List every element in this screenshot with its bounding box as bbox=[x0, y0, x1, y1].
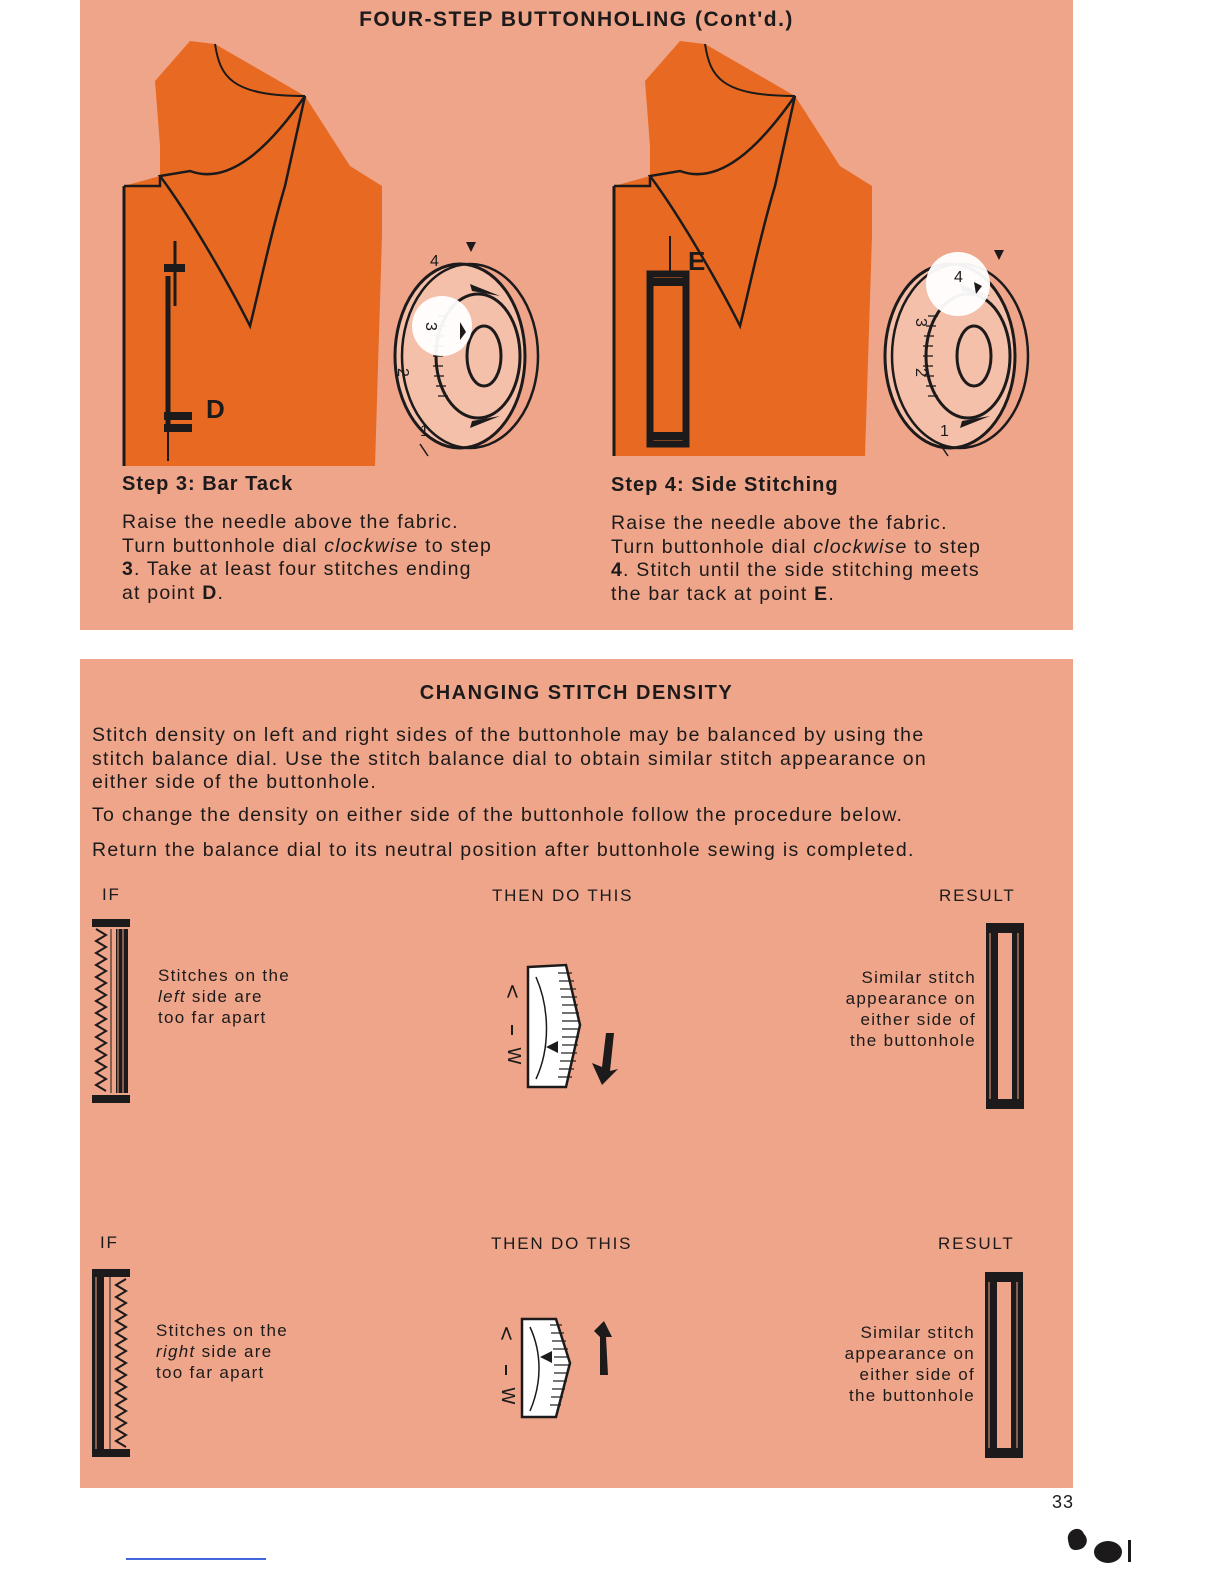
svg-text:<: < bbox=[501, 983, 525, 1000]
buttonhole-balanced bbox=[984, 921, 1028, 1113]
buttonhole-left-sparse bbox=[90, 917, 140, 1107]
step4-line2: Turn buttonhole dial clockwise to step bbox=[611, 535, 982, 558]
svg-text:2: 2 bbox=[394, 368, 411, 377]
svg-text:1: 1 bbox=[940, 423, 949, 440]
if-condition-2: Stitches on the right side are too far apart bbox=[156, 1321, 288, 1382]
svg-text:4: 4 bbox=[954, 269, 963, 286]
col-result: RESULT bbox=[939, 886, 1016, 905]
if-condition-1: Stitches on the left side are too far apart bbox=[158, 966, 290, 1027]
step4-line4: the bar tack at point E. bbox=[611, 582, 835, 605]
col-result-2: RESULT bbox=[938, 1234, 1015, 1253]
page-title: FOUR-STEP BUTTONHOLING (Cont'd.) bbox=[359, 8, 794, 31]
density-procedure-text: To change the density on either side of the buttonhole follow the procedure below. bbox=[92, 804, 904, 826]
svg-text:1: 1 bbox=[420, 423, 429, 440]
step3-body bbox=[122, 511, 542, 605]
top-panel bbox=[80, 0, 1073, 630]
svg-text:W: W bbox=[497, 1387, 518, 1405]
density-title: CHANGING STITCH DENSITY bbox=[419, 682, 734, 704]
step3-line2: Turn buttonhole dial clockwise to step bbox=[122, 534, 493, 557]
svg-text:2: 2 bbox=[912, 368, 929, 377]
arrow-down-icon bbox=[592, 1033, 618, 1085]
result-text-2: Similar stitch appearance on either side of the buttonhole bbox=[844, 1323, 975, 1405]
col-if: IF bbox=[102, 885, 121, 904]
underline-mark bbox=[126, 1558, 266, 1560]
buttonhole-dial bbox=[395, 264, 538, 448]
point-e-label: E bbox=[688, 246, 706, 276]
ink-blot-decoration bbox=[1060, 1520, 1140, 1570]
step4-line1: Raise the needle above the fabric. bbox=[611, 512, 948, 534]
col-then: THEN DO THIS bbox=[492, 886, 634, 905]
svg-text:3: 3 bbox=[912, 318, 929, 327]
svg-text:W: W bbox=[503, 1047, 524, 1065]
pointer-triangle-icon bbox=[994, 250, 1004, 260]
balance-dial-turn-down bbox=[501, 959, 626, 1099]
result-text-1: Similar stitch appearance on either side of the buttonhole bbox=[845, 968, 976, 1050]
density-intro: Stitch density on left and right sides of the buttonhole may be balanced by using the stitch balance dial. Use the stitch balance dial to obtain similar stitch appearance on either side of the buttonhole. bbox=[92, 724, 928, 793]
dial-highlight bbox=[412, 296, 472, 356]
page-number: 33 bbox=[1052, 1492, 1075, 1512]
step4-line3: 4. Stitch until the side stitching meets bbox=[611, 559, 980, 581]
arrow-up-icon bbox=[594, 1321, 612, 1375]
density-reset-text: Return the balance dial to its neutral position after buttonhole sewing is completed. bbox=[92, 839, 915, 861]
svg-text:3: 3 bbox=[422, 322, 439, 331]
point-d-label: D bbox=[206, 394, 225, 424]
buttonhole-right-sparse bbox=[90, 1267, 140, 1461]
svg-text:4: 4 bbox=[430, 253, 439, 270]
col-if-2: IF bbox=[100, 1233, 119, 1252]
balance-dial-turn-up bbox=[495, 1319, 620, 1429]
step4-illustration bbox=[610, 36, 1080, 466]
step3-line1: Raise the needle above the fabric. bbox=[122, 511, 459, 533]
pointer-triangle-icon bbox=[466, 242, 476, 252]
step3-line3: 3. Take at least four stitches ending bbox=[122, 558, 472, 580]
step3-line4: at point D. bbox=[122, 581, 225, 604]
density-panel bbox=[80, 659, 1073, 1488]
step3-illustration bbox=[120, 36, 590, 466]
col-then-2: THEN DO THIS bbox=[491, 1234, 633, 1253]
step3-heading: Step 3: Bar Tack bbox=[122, 473, 294, 495]
step4-heading: Step 4: Side Stitching bbox=[611, 474, 839, 496]
svg-text:<: < bbox=[495, 1325, 519, 1342]
step4-body bbox=[611, 512, 1031, 606]
buttonhole-balanced-2 bbox=[983, 1270, 1027, 1462]
